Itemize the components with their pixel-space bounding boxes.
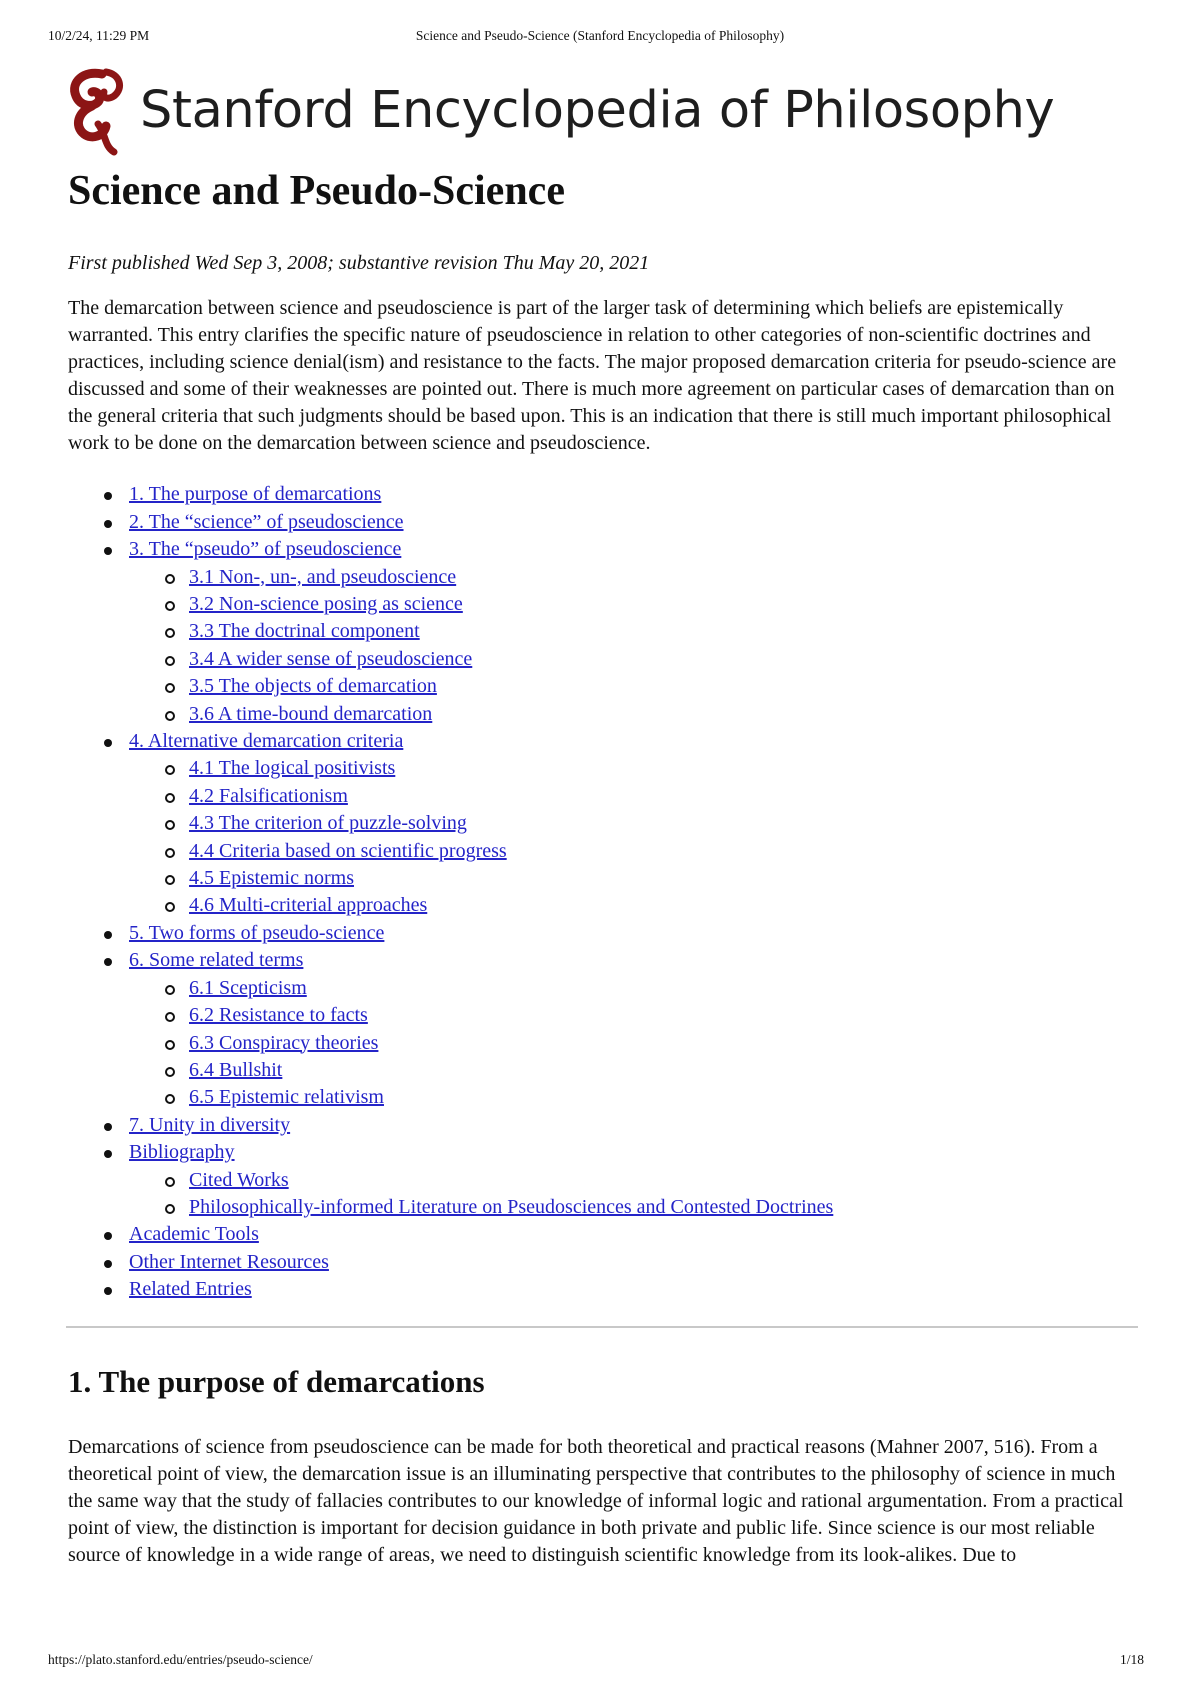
toc-subitem (189, 564, 1136, 591)
toc-sublink[interactable]: 3.5 The objects of demarcation (189, 675, 437, 698)
toc-subitem (189, 892, 1136, 919)
toc-link[interactable]: 1. The purpose of demarcations (129, 483, 382, 506)
toc-item (129, 509, 1136, 536)
toc-item (129, 1139, 1136, 1221)
toc-sublink[interactable]: 4.5 Epistemic norms (189, 867, 354, 890)
toc-sublink[interactable]: 6.1 Scepticism (189, 976, 307, 999)
toc-link[interactable]: 3. The “pseudo” of pseudoscience (129, 538, 402, 561)
toc-sublink[interactable]: 6.5 Epistemic relativism (189, 1086, 384, 1109)
toc-item (129, 1221, 1136, 1248)
toc-subitem (189, 673, 1136, 700)
divider (66, 1326, 1138, 1328)
print-page-title: Science and Pseudo-Science (Stanford Encyclopedia of Philosophy) (415, 28, 785, 43)
toc-sublink[interactable]: 4.2 Falsificationism (189, 784, 348, 807)
toc-sublink[interactable]: 4.3 The criterion of puzzle-solving (189, 812, 467, 835)
section-heading: 1. The purpose of demarcations (68, 1363, 485, 1399)
toc-link[interactable]: 5. Two forms of pseudo-science (129, 921, 385, 944)
toc-subitem (189, 646, 1136, 673)
toc-link[interactable]: Related Entries (129, 1278, 252, 1301)
site-name: Stanford Encyclopedia of Philosophy (140, 80, 1055, 140)
toc-item (129, 920, 1136, 947)
toc-subitem (189, 618, 1136, 645)
toc-subitem (189, 591, 1136, 618)
toc-sublink[interactable]: 3.2 Non-science posing as science (189, 593, 463, 616)
toc-link[interactable]: Other Internet Resources (129, 1250, 329, 1273)
page-number: 1/18 (1119, 1652, 1144, 1667)
toc-sublink[interactable]: Cited Works (189, 1168, 289, 1191)
toc-sublink[interactable]: 3.6 A time-bound demarcation (189, 702, 433, 725)
toc-item (129, 1276, 1136, 1303)
toc-subitem (189, 865, 1136, 892)
toc-sublist (129, 975, 1136, 1112)
toc-subitem (189, 810, 1136, 837)
toc-subitem (189, 1030, 1136, 1057)
preamble: The demarcation between science and pseudoscience is part of the larger task of determining which beliefs are epistemically warranted. This entry clarifies the specific nature of pseudoscience in relation to other categories of non-scientific doctrines and practices, including science denial(ism) and resistance to the facts. The major proposed demarcation criteria for pseudo-science are discussed and some of their weaknesses are pointed out. There is much more agreement on particular cases of demarcation than on the general criteria that such judgments should be based upon. This is an indication that there is still much important philosophical work to be done on the demarcation between science and pseudoscience. (68, 297, 1117, 455)
print-date: 10/2/24, 11:29 PM (48, 28, 150, 43)
print-url: https://plato.stanford.edu/entries/pseudo-science/ (48, 1652, 313, 1667)
toc-item (129, 728, 1136, 920)
site-header[interactable] (62, 60, 1054, 160)
print-footer (48, 1652, 1152, 1672)
toc-sublist (129, 564, 1136, 728)
toc-sublink[interactable]: 6.2 Resistance to facts (189, 1004, 368, 1027)
toc-link[interactable]: 2. The “science” of pseudoscience (129, 510, 404, 533)
toc-sublist (129, 755, 1136, 919)
toc-link[interactable]: 6. Some related terms (129, 949, 304, 972)
toc-subitem (189, 838, 1136, 865)
toc-subitem (189, 783, 1136, 810)
toc-sublink[interactable]: 3.1 Non-, un-, and pseudoscience (189, 565, 457, 588)
sep-logo-icon (62, 64, 132, 156)
toc-item (129, 947, 1136, 1111)
toc-subitem (189, 975, 1136, 1002)
page-title: Science and Pseudo-Science (68, 168, 565, 214)
toc-link[interactable]: 7. Unity in diversity (129, 1113, 291, 1136)
publication-info: First published Wed Sep 3, 2008; substantive revision Thu May 20, 2021 (68, 252, 650, 275)
toc-subitem (189, 1057, 1136, 1084)
section-body: Demarcations of science from pseudoscience can be made for both theoretical and practical reasons (Mahner 2007, 516). From a theoretical point of view, the demarcation issue is an illuminating perspective that contributes to the philosophy of science in much the same way that the study of fallacies contributes to our knowledge of informal logic and rational argumentation. From a practical point of view, the distinction is important for decision guidance in both private and public life. Since science is our most reliable source of knowledge in a wide range of areas, we need to distinguish scientific knowledge from its look-alikes. Due to (68, 1435, 1124, 1566)
toc-sublink[interactable]: 3.4 A wider sense of pseudoscience (189, 647, 473, 670)
toc-link[interactable]: Academic Tools (129, 1223, 259, 1246)
toc-item (129, 536, 1136, 728)
toc-sublink[interactable]: 4.1 The logical positivists (189, 757, 396, 780)
toc-link[interactable]: 4. Alternative demarcation criteria (129, 730, 404, 753)
table-of-contents (68, 481, 1136, 1303)
toc-item (129, 481, 1136, 508)
toc-subitem (189, 1194, 1136, 1221)
toc-link[interactable]: Bibliography (129, 1141, 235, 1164)
toc-sublist (129, 1167, 1136, 1222)
toc-sublink[interactable]: 6.4 Bullshit (189, 1058, 283, 1081)
toc-sublink[interactable]: 3.3 The doctrinal component (189, 620, 420, 643)
toc-sublink[interactable]: 6.3 Conspiracy theories (189, 1031, 379, 1054)
toc-subitem (189, 1084, 1136, 1111)
entry-content (68, 158, 1136, 1569)
print-header (48, 28, 1152, 48)
toc-subitem (189, 1002, 1136, 1029)
toc-sublink[interactable]: 4.6 Multi-criterial approaches (189, 894, 428, 917)
toc-item (129, 1112, 1136, 1139)
toc-subitem (189, 701, 1136, 728)
toc-subitem (189, 755, 1136, 782)
toc-item (129, 1249, 1136, 1276)
toc-subitem (189, 1167, 1136, 1194)
toc-sublink[interactable]: Philosophically-informed Literature on Pseudosciences and Contested Doctrines (189, 1195, 834, 1218)
toc-sublink[interactable]: 4.4 Criteria based on scientific progress (189, 839, 507, 862)
